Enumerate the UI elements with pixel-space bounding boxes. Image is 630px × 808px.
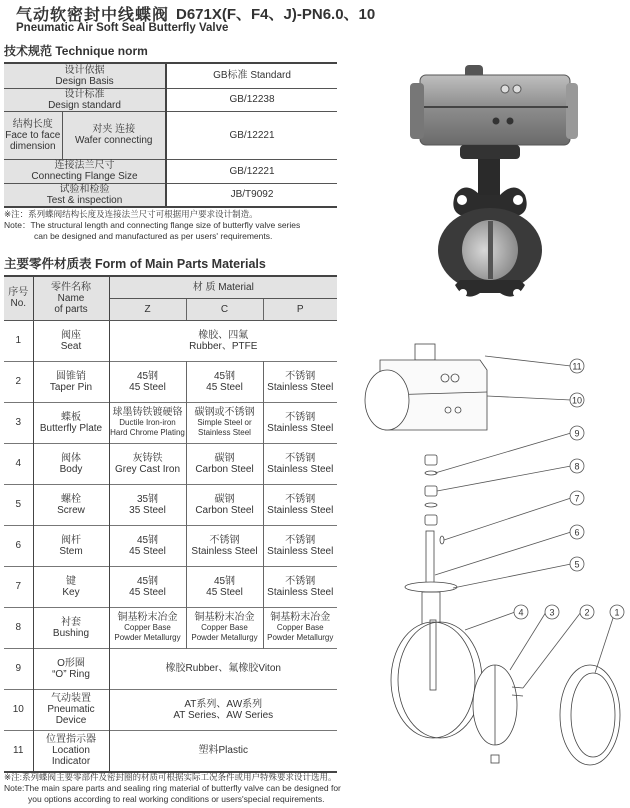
materials-row: [4, 648, 337, 689]
material-z: 35钢 35 Steel: [109, 484, 186, 525]
materials-section-title: 主要零件材质表 Form of Main Parts Materials: [4, 257, 266, 271]
svg-text:9: 9: [574, 428, 580, 439]
row-number: 11: [4, 730, 33, 772]
callout-5: [570, 557, 584, 571]
materials-row: [4, 566, 337, 607]
material-p: 不锈钢 Stainless Steel: [263, 402, 337, 443]
part-name: 蝶板 Butterfly Plate: [33, 402, 109, 443]
materials-header-row: 序号 No. 零件名称 Name of parts 材 质 Material: [4, 276, 337, 298]
spec-section-title: 技术规范 Technique norm: [4, 44, 148, 58]
material-z: 45钢 45 Steel: [109, 566, 186, 607]
material-c: 45钢 45 Steel: [186, 566, 263, 607]
callout-9: [570, 426, 584, 440]
part-name: 衬套 Bushing: [33, 607, 109, 648]
material-p: 不锈钢 Stainless Steel: [263, 525, 337, 566]
row-number: 1: [4, 320, 33, 361]
material-c: 不锈钢 Stainless Steel: [186, 525, 263, 566]
part-name: 键 Key: [33, 566, 109, 607]
materials-table: 序号 No. 零件名称 Name of parts 材 质 Material Z C P 1 阀座 Seat 橡胶、四氟 Rubber、PTFE 2 圆锥销 Taper Pin 45钢 45 Steel 45钢 45 Steel 不锈钢 Stainless Steel 3 蝶板 Butterfly Plate 球墨铸铁镀硬铬 Ductile Iron-iron Hard Chrome Plating 碳钢或不锈钢 Simple Steel or Stainless Steel 不锈钢 Stainless Steel 4 阀体 Body 灰铸铁 Grey Cast Iron 碳钢 Carbon Steel 不锈钢 Stainless Steel 5 螺栓 Screw 35钢 35 Steel 碳钢 Carbon Steel 不锈钢 Stainless Steel 6 阀杆 Stem 45钢 45 Steel 不锈钢 Stainless Steel 不锈钢 Stainless Steel 7 键 Key 45钢 45 Steel 45钢 45 Steel 不锈钢 Stainless Steel 8 衬套 Bushing 铜基粉末冶金 Copper Base Powder Metallurgy 铜基粉末冶金 Copper Base Powder Metallurgy 铜基粉末冶金 Copper Base Powder Metallurgy 9 O形圈 “O” Ring 橡胶Rubber、氟橡胶Viton 10 气动装置 Pneumatic Device AT系列、AW系列 AT Series、AW Series 11 位置指示器 Location Indicator 塑料Plastic: [4, 275, 337, 773]
part-name: 阀体 Body: [33, 443, 109, 484]
material-p: 不锈钢 Stainless Steel: [263, 443, 337, 484]
part-name: O形圈 “O” Ring: [33, 648, 109, 689]
row-number: 10: [4, 689, 33, 730]
spec-row: 结构长度 Face to face dimension 对夹 连接 Wafer connecting GB/12221: [4, 111, 337, 159]
material-c: 碳钢 Carbon Steel: [186, 443, 263, 484]
material-z: 45钢 45 Steel: [109, 525, 186, 566]
row-number: 3: [4, 402, 33, 443]
svg-text:3: 3: [549, 607, 555, 618]
part-name: 阀座 Seat: [33, 320, 109, 361]
material-z: 45钢 45 Steel: [109, 361, 186, 402]
callout-3: [545, 605, 559, 619]
svg-text:6: 6: [574, 527, 580, 538]
row-number: 4: [4, 443, 33, 484]
material-all: 橡胶、四氟 Rubber、PTFE: [109, 320, 337, 361]
spec-row: 设计依据 Design Basis GB标准 Standard: [4, 63, 337, 88]
valve-product-photo: [400, 45, 590, 315]
spec-table: [4, 62, 337, 208]
title-cn: 气动软密封中线蝶阀: [16, 7, 170, 24]
material-z: 铜基粉末冶金 Copper Base Powder Metallurgy: [109, 607, 186, 648]
part-name: 阀杆 Stem: [33, 525, 109, 566]
svg-text:7: 7: [574, 493, 580, 504]
row-number: 7: [4, 566, 33, 607]
material-p: 不锈钢 Stainless Steel: [263, 484, 337, 525]
spec-row: 试验和检验 Test & inspection JB/T9092: [4, 183, 337, 207]
material-z: 灰铸铁 Grey Cast Iron: [109, 443, 186, 484]
row-number: 6: [4, 525, 33, 566]
material-p: 铜基粉末冶金 Copper Base Powder Metallurgy: [263, 607, 337, 648]
spec-note: ※注：系列蝶阀结构长度及连接法兰尺寸可根据用户要求设计制造。 Note：The structural length and connecting flange size of butterfly valve series can be designed and manufactured as per users' requirements.: [4, 209, 301, 241]
materials-note: ※注:系列蝶阀主要零部件及密封圈的材质可根据实际工况条件或用户特殊要求设计选用。 Note:The main spare parts and sealing ring material of butterfly valve can be designed for you options according to real working conditions or users'special requirements.: [4, 772, 341, 804]
materials-row: [4, 443, 337, 484]
svg-text:2: 2: [584, 607, 590, 618]
callout-2: [580, 605, 594, 619]
materials-row: [4, 607, 337, 648]
title-en: Pneumatic Air Soft Seal Butterfly Valve: [16, 22, 229, 34]
callout-10: [570, 393, 584, 407]
spec-row: 连接法兰尺寸 Connecting Flange Size GB/12221: [4, 159, 337, 183]
svg-text:1: 1: [614, 607, 620, 618]
material-z: 球墨铸铁镀硬铬 Ductile Iron-iron Hard Chrome Plating: [109, 402, 186, 443]
svg-text:5: 5: [574, 559, 580, 570]
materials-row: [4, 361, 337, 402]
material-c: 碳钢 Carbon Steel: [186, 484, 263, 525]
callout-6: [570, 525, 584, 539]
row-number: 8: [4, 607, 33, 648]
row-number: 9: [4, 648, 33, 689]
materials-row: [4, 320, 337, 361]
material-all: 塑料Plastic: [109, 730, 337, 772]
callout-1: [610, 605, 624, 619]
material-p: 不锈钢 Stainless Steel: [263, 361, 337, 402]
part-name: 螺栓 Screw: [33, 484, 109, 525]
part-name: 圆锥销 Taper Pin: [33, 361, 109, 402]
model-number: D671X(F、F4、J)-PN6.0、10: [176, 6, 376, 23]
svg-text:10: 10: [571, 395, 583, 406]
materials-row: [4, 525, 337, 566]
spec-row: 设计标准 Design standard GB/12238: [4, 88, 337, 111]
material-all: 橡胶Rubber、氟橡胶Viton: [109, 648, 337, 689]
materials-row: [4, 402, 337, 443]
row-number: 5: [4, 484, 33, 525]
materials-row: [4, 730, 337, 772]
material-p: 不锈钢 Stainless Steel: [263, 566, 337, 607]
callout-4: [514, 605, 528, 619]
material-c: 45钢 45 Steel: [186, 361, 263, 402]
material-c: 碳钢或不锈钢 Simple Steel or Stainless Steel: [186, 402, 263, 443]
svg-text:4: 4: [518, 607, 524, 618]
part-name: 气动装置 Pneumatic Device: [33, 689, 109, 730]
material-all: AT系列、AW系列 AT Series、AW Series: [109, 689, 337, 730]
callout-7: [570, 491, 584, 505]
callout-8: [570, 459, 584, 473]
svg-text:8: 8: [574, 461, 580, 472]
svg-text:11: 11: [572, 361, 582, 372]
exploded-parts-drawing: [345, 330, 630, 780]
materials-row: [4, 689, 337, 730]
callout-11: [570, 359, 584, 373]
materials-row: [4, 484, 337, 525]
part-name: 位置指示器 Location Indicator: [33, 730, 109, 772]
material-c: 铜基粉末冶金 Copper Base Powder Metallurgy: [186, 607, 263, 648]
row-number: 2: [4, 361, 33, 402]
